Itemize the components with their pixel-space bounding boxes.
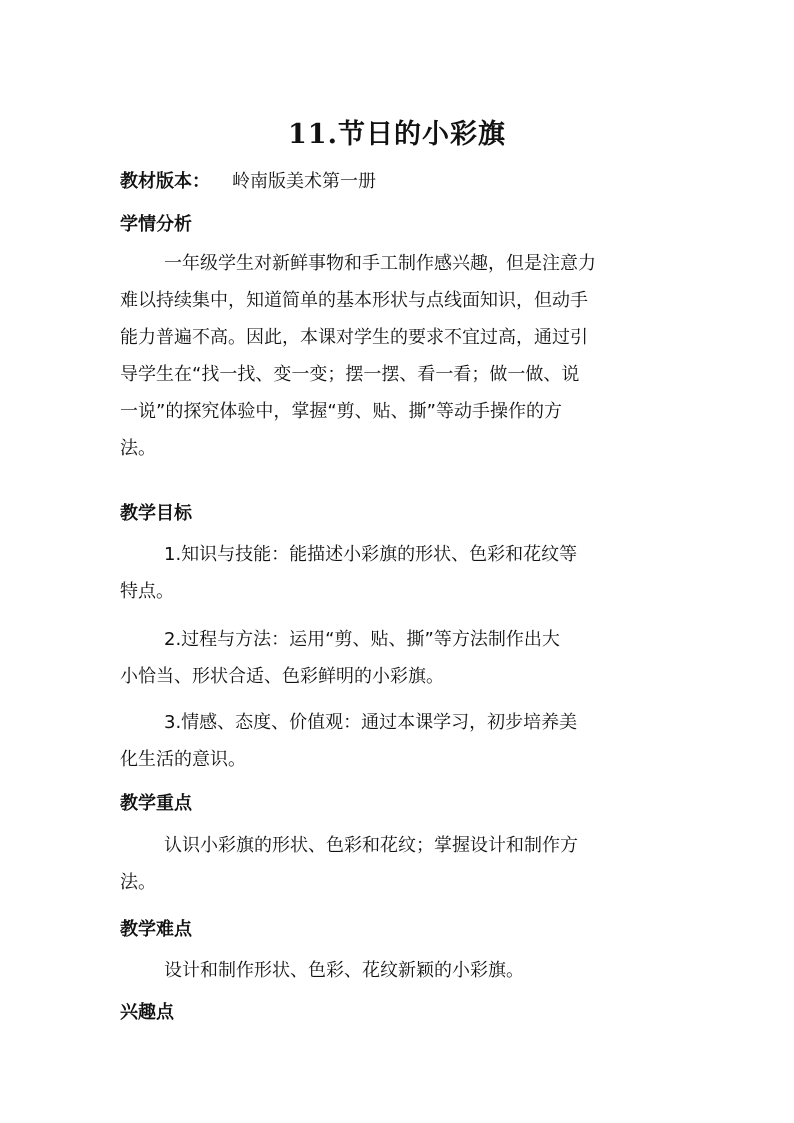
paragraph-line: 一年级学生对新鲜事物和手工制作感兴趣，但是注意力: [164, 253, 596, 274]
paragraph-line: 难以持续集中，知道简单的基本形状与点线面知识，但动手: [120, 290, 588, 311]
paragraph-line: 一说”的探究体验中，掌握“剪、贴、撕”等动手操作的方: [120, 401, 562, 422]
document-title: 11.节日的小彩旗: [288, 119, 506, 150]
paragraph-line: 能力普遍不高。因此，本课对学生的要求不宜过高，通过引: [120, 327, 588, 348]
goals-body: [120, 536, 680, 610]
paragraph-line: 设计和制作形状、色彩、花纹新颖的小彩旗。: [164, 960, 524, 981]
paragraph-line: 法。: [120, 438, 156, 459]
textbook-version-value: 岭南版美术第一册: [232, 171, 376, 192]
paragraph-line: 法。: [120, 872, 156, 893]
paragraph-line: 化生活的意识。: [120, 749, 246, 770]
textbook-version-line: [120, 163, 680, 200]
analysis-heading: 学情分析: [120, 214, 192, 235]
analysis-body: [120, 245, 680, 467]
paragraph-line: 3.情感、态度、价值观：通过本课学习，初步培养美: [164, 712, 578, 733]
key-points-heading: 教学重点: [120, 793, 192, 814]
goals-heading: 教学目标: [120, 503, 192, 524]
paragraph-line: 导学生在“找一找、变一变；摆一摆、看一看；做一做、说: [120, 364, 580, 385]
difficulties-heading: 教学难点: [120, 919, 192, 940]
goals-body-3: [120, 704, 680, 778]
paragraph-line: 特点。: [120, 581, 174, 602]
key-points-body: [120, 827, 680, 901]
difficulties-body: [120, 952, 680, 989]
paragraph-line: 1.知识与技能：能描述小彩旗的形状、色彩和花纹等: [164, 544, 578, 565]
paragraph-line: 认识小彩旗的形状、色彩和花纹；掌握设计和制作方: [164, 835, 578, 856]
goals-body-2: [120, 621, 680, 695]
interest-heading: 兴趣点: [120, 1002, 174, 1023]
paragraph-line: 小恰当、形状合适、色彩鲜明的小彩旗。: [120, 666, 444, 687]
paragraph-line: 2.过程与方法：运用“剪、贴、撕”等方法制作出大: [164, 629, 560, 650]
textbook-version-label: 教材版本：: [120, 171, 210, 192]
